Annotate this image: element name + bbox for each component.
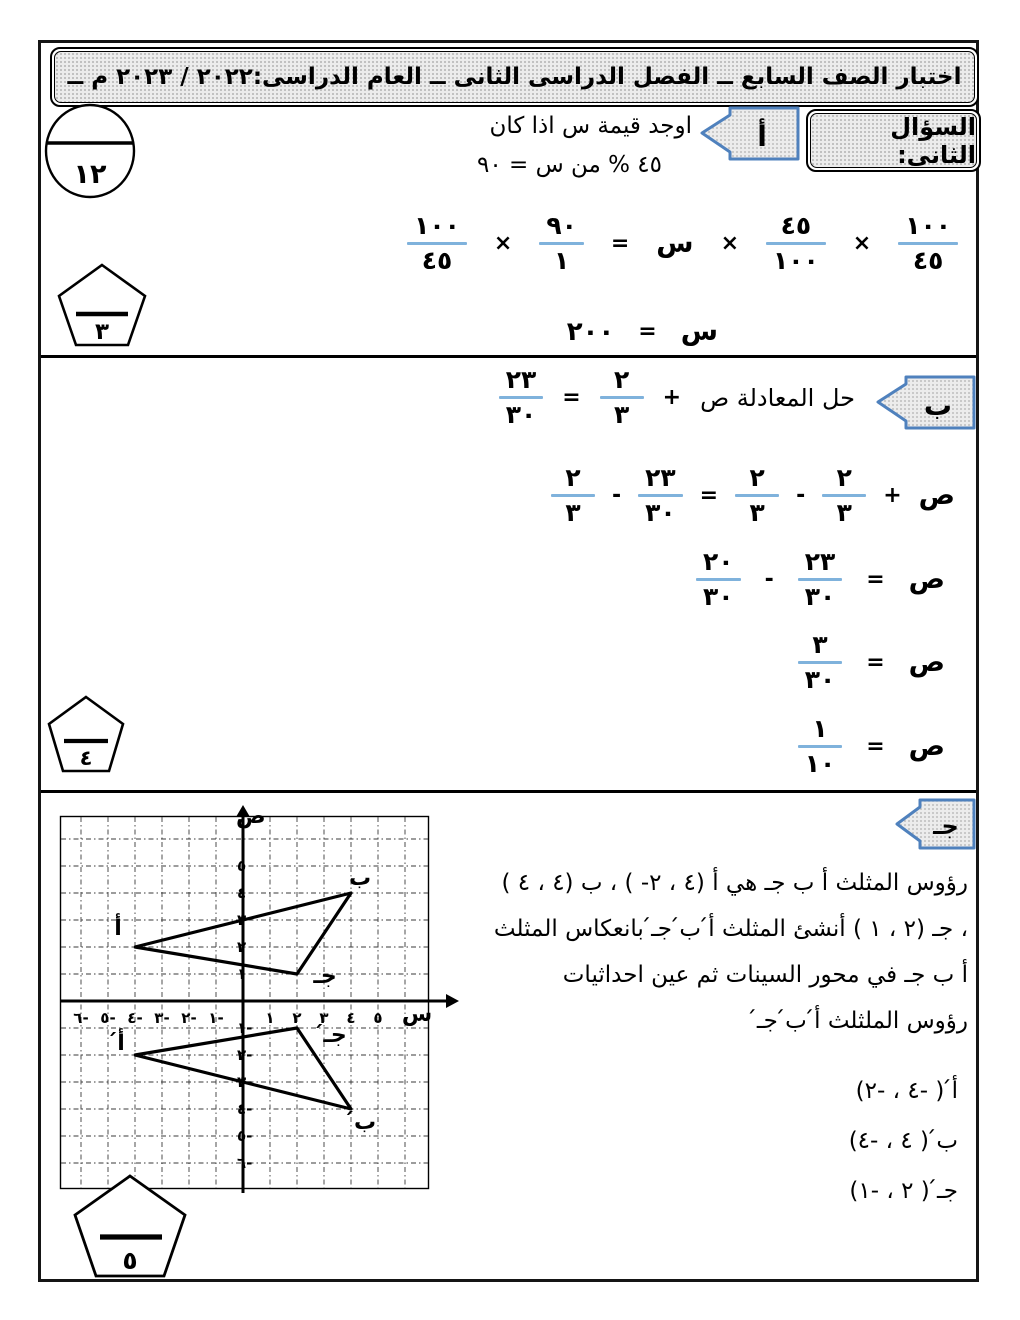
fraction-bar <box>551 494 595 497</box>
fraction: $\frac{٣}{٣٠}$ <box>798 631 843 694</box>
variable: س <box>680 316 718 347</box>
svg-text:-٢: -٢ <box>237 1046 253 1064</box>
y-axis-label: ص <box>236 804 266 829</box>
variable: ص <box>908 564 945 595</box>
svg-text:٥: ٥ <box>237 857 247 875</box>
fraction: $\frac{١}{١٠}$ <box>798 715 843 778</box>
vertex-label: أ́ <box>117 1031 125 1056</box>
svg-text:٤: ٤ <box>237 884 247 902</box>
part-a-result <box>567 316 718 347</box>
text-segment: رؤوس المثلث أ ب جـ هي أ <box>704 870 968 896</box>
fraction: $\frac{٢}{٣}$ <box>822 464 866 527</box>
fraction: $\frac{٢٣}{٣٠}$ <box>499 366 544 429</box>
question-title-box <box>806 109 981 172</box>
part-a-mark-pentagon <box>56 262 148 348</box>
fraction: $\frac{٢٣}{٣٠}$ <box>638 464 683 527</box>
svg-text:١: ١ <box>265 1009 275 1027</box>
coordinate-grid-svg <box>55 803 460 1201</box>
answer-b-prime: ب́ ( ٤ ، -٤) <box>848 1128 958 1154</box>
total-mark-circle <box>42 102 138 200</box>
svg-text:٢: ٢ <box>237 938 247 956</box>
text-segment: ، جـ <box>924 916 968 942</box>
text-segment: أنشئ المثلث أ́ ب́ جـ́ بانعكاس المثلث <box>493 916 853 942</box>
fraction-bar <box>735 494 779 497</box>
variable: ص <box>918 480 955 511</box>
part-b-step-1 <box>551 464 955 527</box>
svg-text:٣: ٣ <box>319 1009 329 1027</box>
fraction: $\frac{٢٠}{٣٠}$ <box>696 548 741 611</box>
section-divider-2 <box>41 790 976 793</box>
part-a-work-equation <box>407 212 958 275</box>
operator: = <box>866 734 885 759</box>
part-a-arrow <box>696 103 802 165</box>
part-c-arrow <box>892 796 978 852</box>
vertex-label: أ <box>114 916 122 941</box>
part-a-arrow-label: أ <box>757 120 767 153</box>
fraction: $\frac{٢}{٣}$ <box>551 464 595 527</box>
operator: + <box>883 483 902 508</box>
section-divider-1 <box>41 355 976 358</box>
fraction: $\frac{٢}{٣}$ <box>600 366 644 429</box>
text-segment: أ ب جـ في محور السينات ثم عين احداثيات <box>562 962 968 988</box>
exam-header-box <box>50 47 979 107</box>
fraction: $\frac{١٠٠}{٤٥}$ <box>898 212 958 275</box>
fraction: $\frac{٩٠}{١}$ <box>539 212 584 275</box>
fraction-bar <box>798 745 843 748</box>
coordinate-plane <box>55 803 460 1201</box>
part-a-prompt: اوجد قيمة س اذا كان <box>489 113 692 139</box>
svg-text:-١: -١ <box>208 1009 224 1027</box>
exam-header-title: اختبار الصف السابع ــ الفصل الدراسى الثانى ــ العام الدراسى:٢٠٢٢ / ٢٠٢٣ م ــ <box>54 51 975 103</box>
vertex-label: ب́ <box>353 1110 377 1135</box>
coordinate-pair: ( ٤ ، ٤) <box>501 870 574 896</box>
part-b-mark-pentagon <box>46 694 126 774</box>
fraction-bar <box>539 242 584 245</box>
fraction: $\frac{١٠٠}{٤٥}$ <box>407 212 467 275</box>
svg-text:-٥: -٥ <box>237 1127 253 1145</box>
part-b-step-2 <box>696 548 945 611</box>
part-a-given: ٤٥ % من س = ٩٠ <box>476 152 662 178</box>
operator: = <box>562 385 581 410</box>
svg-text:٢: ٢ <box>292 1009 302 1027</box>
fraction-bar <box>798 661 843 664</box>
part-c-mark-value: ٥ <box>122 1246 138 1275</box>
x-axis-label: س <box>401 1002 433 1027</box>
svg-text:-٣: -٣ <box>237 1073 253 1091</box>
fraction: $\frac{٢}{٣}$ <box>735 464 779 527</box>
operator: + <box>662 385 682 410</box>
svg-text:-٦: -٦ <box>73 1009 89 1027</box>
svg-text:-٣: -٣ <box>154 1009 170 1027</box>
svg-text:١: ١ <box>237 965 247 983</box>
problem-text-line <box>468 952 968 998</box>
text-segment: ، ب <box>573 870 625 896</box>
operator: = <box>866 650 885 675</box>
operator: = <box>610 231 630 256</box>
fraction-bar <box>822 494 866 497</box>
operator: - <box>611 483 622 508</box>
problem-text-line <box>468 998 968 1044</box>
fraction: $\frac{٢٣}{٣٠}$ <box>798 548 843 611</box>
variable: ص <box>908 731 945 762</box>
part-c-answers <box>849 1066 958 1216</box>
svg-text:٣: ٣ <box>237 911 247 929</box>
svg-text:-٢: -٢ <box>181 1009 197 1027</box>
fraction-bar <box>499 396 544 399</box>
fraction: $\frac{٤٥}{١٠٠}$ <box>766 212 826 275</box>
operator: × <box>852 231 872 256</box>
operator: - <box>764 567 774 592</box>
problem-text-line <box>468 906 968 952</box>
number: ٢٠٠ <box>566 316 615 347</box>
part-b-mark-value: ٤ <box>79 746 93 770</box>
operator: - <box>796 483 806 508</box>
fraction-bar <box>407 242 467 245</box>
part-c-problem-text <box>468 860 968 1044</box>
vertex-label: جـ́ <box>323 1023 347 1048</box>
fraction-bar <box>898 242 958 245</box>
part-b-equation <box>499 366 855 429</box>
fraction-bar <box>798 578 843 581</box>
svg-text:٥: ٥ <box>373 1009 383 1027</box>
fraction-bar <box>600 396 644 399</box>
fraction-bar <box>696 578 741 581</box>
part-b-arrow-label: ب <box>923 389 953 422</box>
part-b-step-4 <box>798 715 945 778</box>
part-b-arrow <box>872 372 978 434</box>
part-c-arrow-label: جـ <box>933 812 959 840</box>
fraction-bar <box>638 494 683 497</box>
svg-text:٤: ٤ <box>346 1009 356 1027</box>
part-c-mark-pentagon <box>70 1172 190 1280</box>
operator: = <box>866 567 885 592</box>
variable: ص <box>908 647 945 678</box>
answer-a-prime: أ́ ( -٤ ، -٢) <box>855 1078 958 1104</box>
svg-text:-٤: -٤ <box>237 1100 253 1118</box>
total-mark-value: ١٢ <box>73 159 107 190</box>
svg-text:-٥: -٥ <box>100 1009 116 1027</box>
operator: = <box>638 319 657 344</box>
part-b-step-3 <box>798 631 945 694</box>
operator: = <box>699 483 719 508</box>
coordinate-pair: ( ٢ ، ١) <box>852 916 925 942</box>
svg-text:-٤: -٤ <box>127 1009 143 1027</box>
text-segment: رؤوس الملثلث أ́ ب́ جـ́ <box>756 1008 968 1034</box>
svg-text:-١: -١ <box>237 1019 253 1037</box>
answer-c-prime: جـ́ ( ٢ ، -١) <box>849 1178 958 1204</box>
vertex-label: جـ <box>313 964 337 989</box>
x-axis-arrow <box>446 994 459 1008</box>
question-title: السؤال الثانى: <box>810 113 977 168</box>
vertex-label: ب <box>348 866 372 891</box>
part-a-mark-value: ٣ <box>94 319 110 345</box>
equation-text: حل المعادلة ص <box>700 383 855 412</box>
operator: × <box>720 231 739 256</box>
operator: × <box>493 231 513 256</box>
fraction-bar <box>766 242 826 245</box>
variable: س <box>656 228 694 259</box>
problem-text-line <box>468 860 968 906</box>
svg-text:-٦: -٦ <box>237 1154 253 1172</box>
coordinate-pair: ( -٤ ، ٢) <box>624 870 705 896</box>
